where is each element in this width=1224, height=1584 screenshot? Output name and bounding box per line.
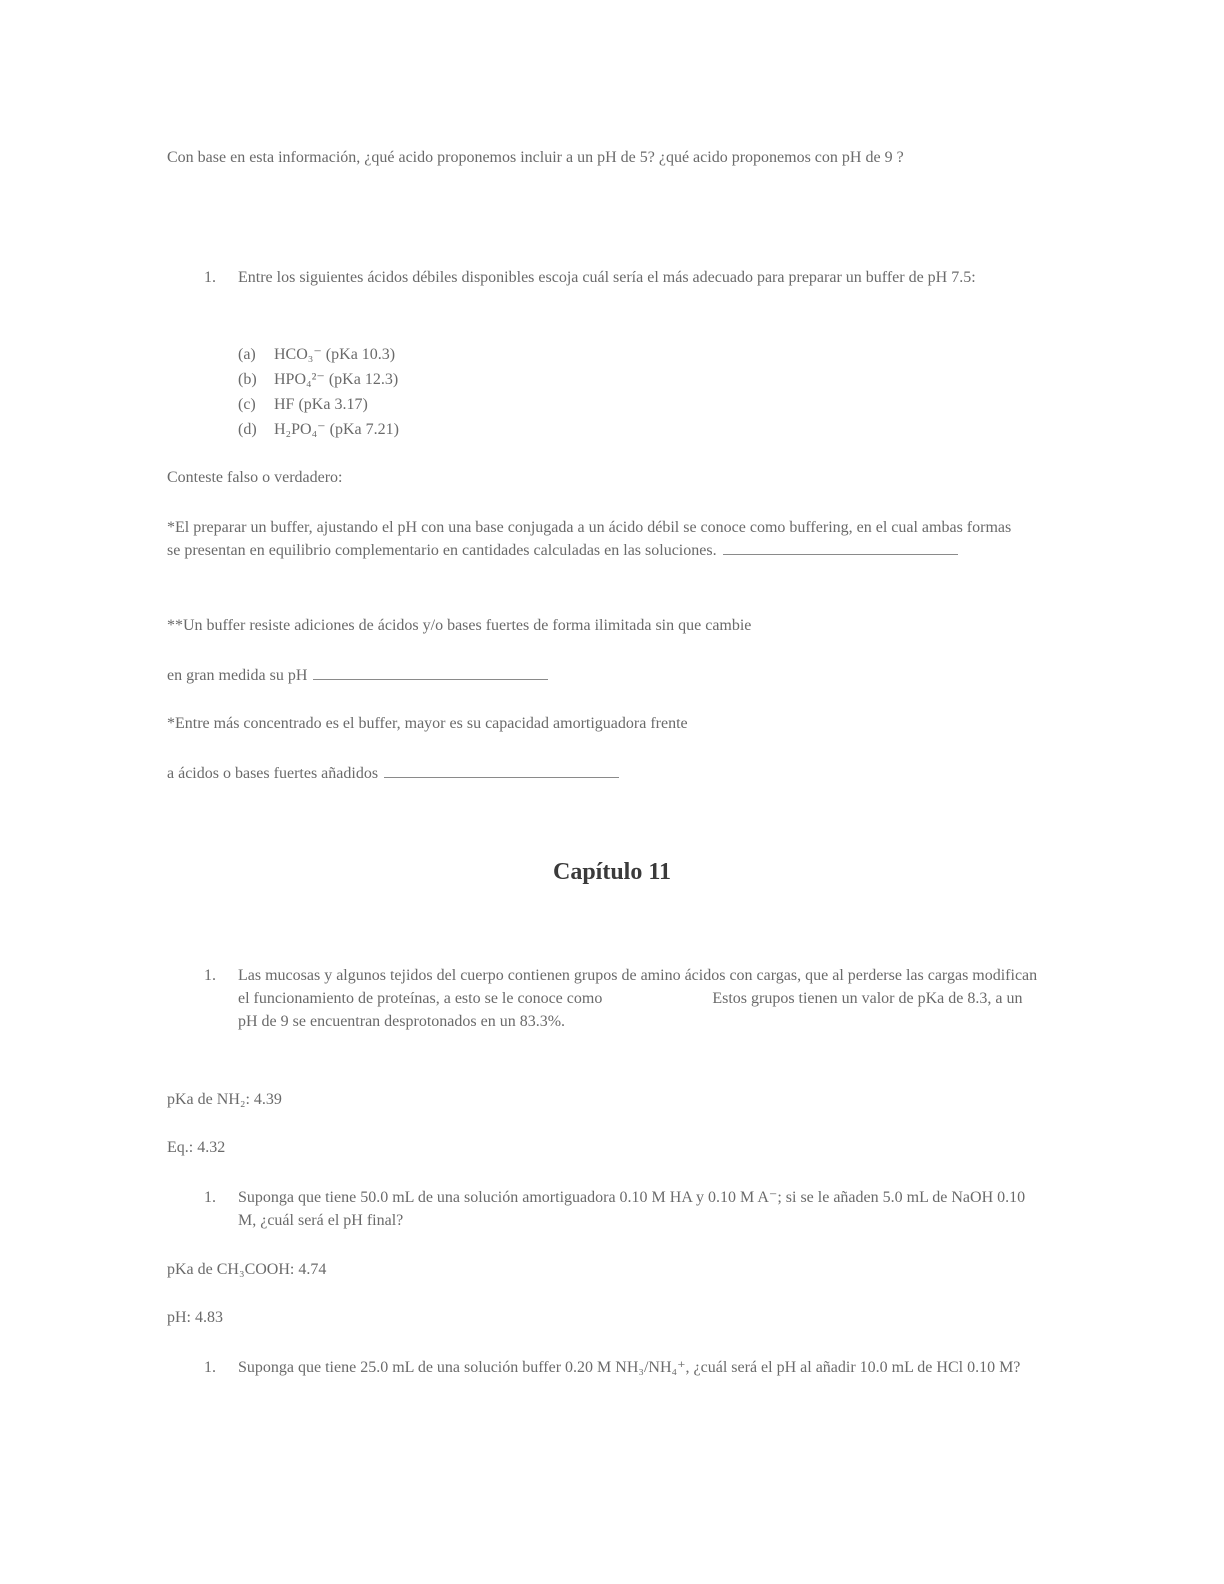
tf-item-3: *Entre más concentrado es el buffer, mayor es su capacidad amortiguadora frente <box>167 715 688 732</box>
option-c <box>238 392 399 417</box>
answer-line-1: pKa de NH₂: 4.39 <box>167 1091 282 1108</box>
answer-line-2: Eq.: 4.32 <box>167 1139 226 1156</box>
options-list <box>238 342 399 442</box>
answer-line-3: pKa de CH₃COOH: 4.74 <box>167 1261 327 1278</box>
tf-item-1 <box>167 516 1017 562</box>
tf-item-2: **Un buffer resiste adiciones de ácidos y/o bases fuertes de forma ilimitada sin que cambie <box>167 617 752 634</box>
option-key: (c) <box>238 396 256 413</box>
answer-blank[interactable] <box>313 678 548 680</box>
option-key: (b) <box>238 371 257 388</box>
option-label: HCO₃⁻ (pKa 10.3) <box>274 346 396 363</box>
chapter-question-3 <box>204 1356 1044 1379</box>
question-text: Suponga que tiene 25.0 mL de una solución buffer 0.20 M NH₃/NH₄⁺, ¿cuál será el pH al añadir 10.0 mL de HCl 0.10 M? <box>238 1359 1021 1376</box>
tf-text: en gran medida su pH <box>167 667 308 684</box>
chapter-question-1 <box>204 964 1044 1033</box>
tf-text: a ácidos o bases fuertes añadidos <box>167 765 379 782</box>
question-number: 1. <box>204 1189 216 1206</box>
option-d <box>238 417 399 442</box>
answer-line-4: pH: 4.83 <box>167 1309 223 1326</box>
option-label: HPO₄²⁻ (pKa 12.3) <box>274 371 399 388</box>
question-number: 1. <box>204 967 216 984</box>
option-label: HF (pKa 3.17) <box>274 396 368 413</box>
option-label: H₂PO₄⁻ (pKa 7.21) <box>274 421 399 438</box>
question-number: 1. <box>204 269 216 286</box>
answer-blank[interactable] <box>723 553 958 555</box>
question-text: Suponga que tiene 50.0 mL de una solución amortiguadora 0.10 M HA y 0.10 M A⁻; si se le añaden 5.0 mL de NaOH 0.10 M, ¿cuál será el pH final? <box>238 1189 1026 1229</box>
question-body <box>238 964 1044 1033</box>
option-key: (a) <box>238 346 256 363</box>
option-key: (d) <box>238 421 257 438</box>
question-1 <box>204 266 1044 289</box>
tf-text: *El preparar un buffer, ajustando el pH con una base conjugada a un ácido débil se conoce como buffering, en el cual ambas formas se presentan en equilibrio complementario en cantidades calculadas en las soluciones. <box>167 519 1012 559</box>
chapter-title: Capítulo 11 <box>552 859 672 885</box>
section-title: Conteste falso o verdadero: <box>167 469 343 486</box>
question-number: 1. <box>204 1359 216 1376</box>
option-b <box>238 367 399 392</box>
tf-item-2-continuation <box>167 664 1047 687</box>
intro-question: Con base en esta información, ¿qué acido proponemos incluir a un pH de 5? ¿qué acido proponemos con pH de 9 ? <box>167 149 904 166</box>
question-text: Entre los siguientes ácidos débiles disponibles escoja cuál sería el más adecuado para preparar un buffer de pH 7.5: <box>238 269 976 286</box>
question-text-continued: Estos grupos tienen un valor de pKa de 8.3, a un pH de 9 se encuentran desprotonados en un 83.3%. <box>238 990 1023 1030</box>
question-text: Las mucosas y algunos tejidos del cuerpo contienen grupos de amino ácidos con cargas, que al perderse las cargas modifican el funcionamiento de proteínas, a esto se le conoce como <box>238 967 1038 1007</box>
tf-item-3-continuation <box>167 762 1047 785</box>
option-a <box>238 342 399 367</box>
answer-blank[interactable] <box>384 776 619 778</box>
chapter-question-2 <box>204 1186 1044 1232</box>
